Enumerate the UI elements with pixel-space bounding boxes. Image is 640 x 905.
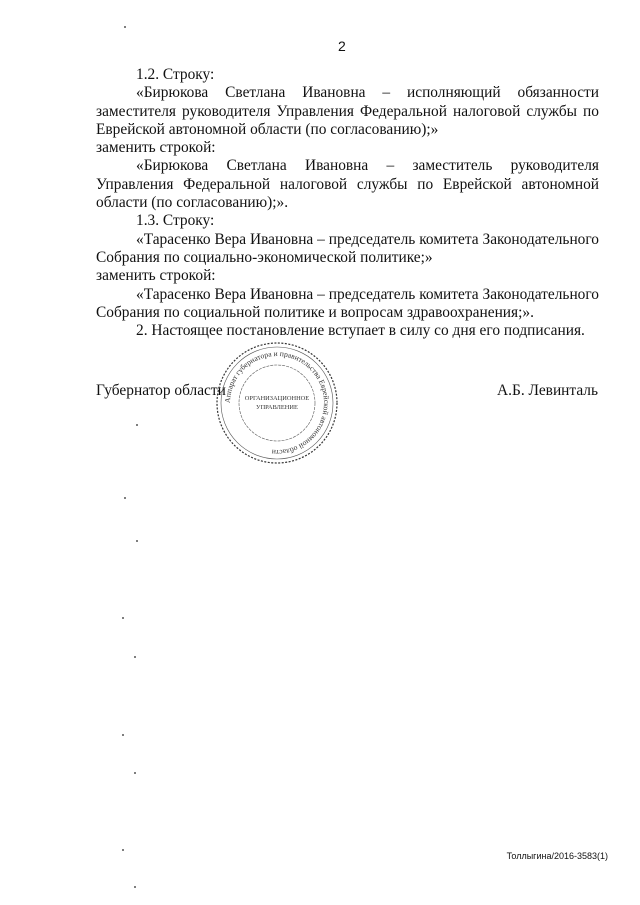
paragraph-new-line-1: «Бирюкова Светлана Ивановна – заместитель руководителя Управления Федеральной налоговой службы по Еврейской автономной области (по согласованию);». <box>96 157 599 212</box>
paragraph-effective-date: 2. Настоящее постановление вступает в силу со дня его подписания. <box>136 322 585 340</box>
page-number: 2 <box>338 38 346 54</box>
signatory-title: Губернатор области <box>96 382 226 399</box>
stamp-center-line-2: УПРАВЛЕНИЕ <box>256 404 298 411</box>
scan-speck <box>134 886 136 888</box>
paragraph-old-line-2: «Тарасенко Вера Ивановна – председатель комитета Законодательного Собрания по социально-экономической политике;» <box>96 230 599 266</box>
document-body <box>96 66 599 340</box>
paragraph-new-line-2: «Тарасенко Вера Ивановна – председатель комитета Законодательного Собрания по социальной политике и вопросам здравоохранения;». <box>96 285 599 321</box>
stamp-center-line-1: ОРГАНИЗАЦИОННОЕ <box>244 395 310 402</box>
scan-speck <box>134 656 136 658</box>
scan-speck <box>122 734 124 736</box>
paragraph-old-line-1: «Бирюкова Светлана Ивановна – исполняющий обязанности заместителя руководителя Управления Федеральной налоговой службы по Еврейской автономной области (по согласованию);» <box>96 84 599 138</box>
signatory-name: А.Б. Левинталь <box>497 382 598 399</box>
paragraph-replace-1: заменить строкой: <box>96 139 216 157</box>
scan-speck <box>124 26 126 28</box>
document-code: Толлыгина/2016-3583(1) <box>506 851 608 861</box>
paragraph-replace-2: заменить строкой: <box>96 267 216 285</box>
scan-speck <box>122 849 124 851</box>
paragraph-1-2-header: 1.2. Строку: <box>136 66 215 83</box>
official-stamp <box>214 340 340 466</box>
scan-speck <box>136 540 138 542</box>
scan-speck <box>134 772 136 774</box>
scan-speck <box>122 617 124 619</box>
stamp-ring-text: Аппарат губернатора и правительства Еврейской автономной области <box>222 348 332 458</box>
paragraph-1-3-header: 1.3. Строку: <box>136 212 215 230</box>
scan-speck <box>136 424 138 426</box>
scan-speck <box>124 497 126 499</box>
